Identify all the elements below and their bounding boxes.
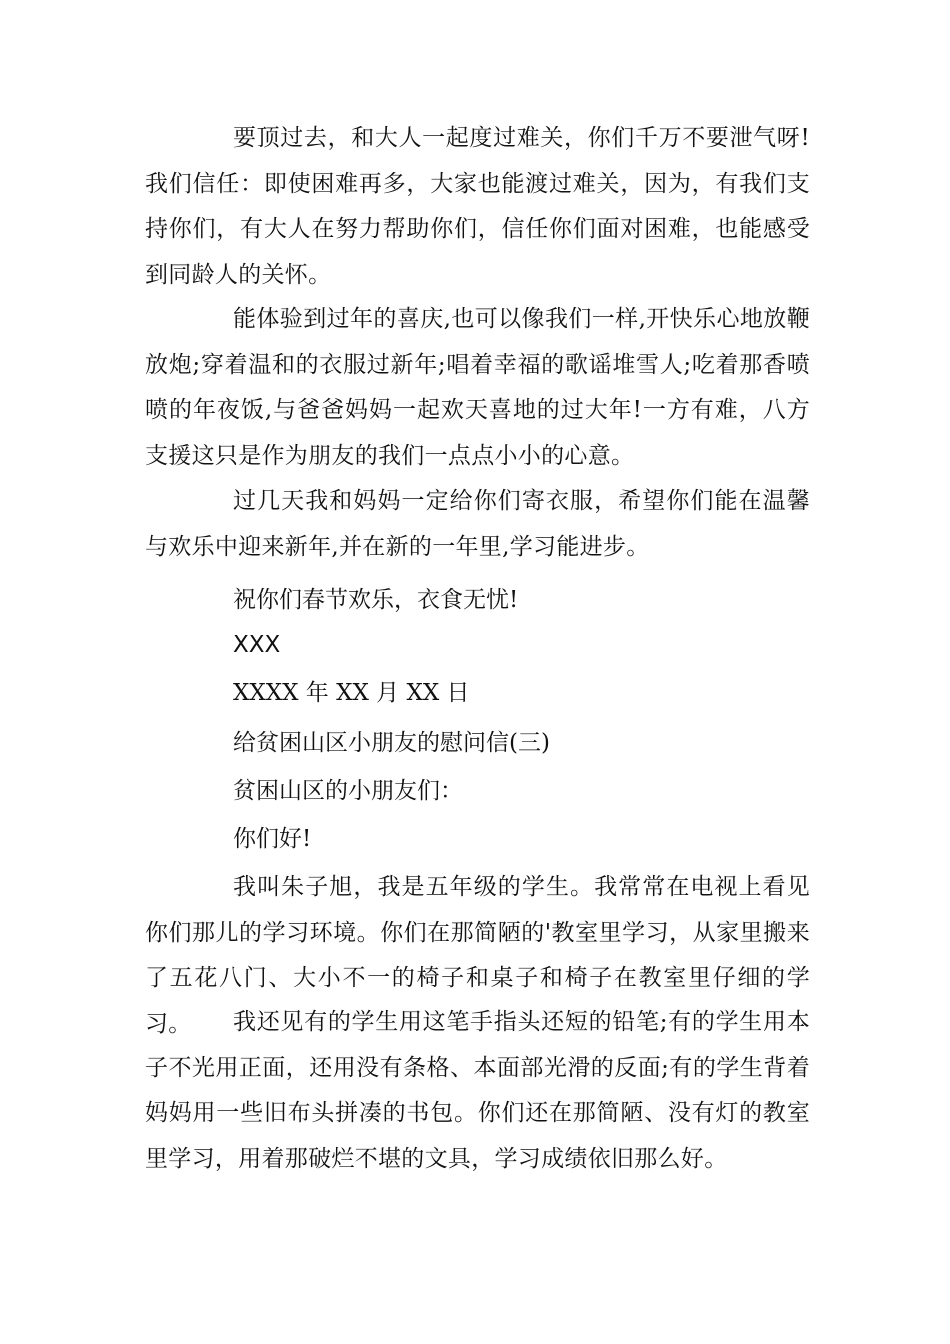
paragraph-introduction: 我叫朱子旭，我是五年级的学生。我常常在电视上看见你们那儿的学习环境。你们在那简陋的'教室里学习，从家里搬来了五花八门、大小不一的椅子和桌子和椅子在教室里仔细的学习。 [145,874,810,1037]
signature: XXX [233,632,281,658]
letter-title: 给贫困山区小朋友的慰问信(三) [233,730,550,756]
paragraph-observations: 我还见有的学生用这笔手指头还短的铅笔;有的学生用本子不光用正面，还用没有条格、本面部光滑的反面;有的学生背着妈妈用一些旧布头拼凑的书包。你们还在那简陋、没有灯的教室里学习，用着那破烂不堪的文具，学习成绩依旧那么好。 [145,1009,810,1172]
letter-date: XXXX 年 XX 月 XX 日 [233,680,470,706]
closing-wish: 祝你们春节欢乐，衣食无忧! [233,587,519,613]
paragraph-send-clothes: 过几天我和妈妈一定给你们寄衣服，希望你们能在温馨与欢乐中迎来新年,并在新的一年里,学习能进步。 [145,488,810,560]
paragraph-encouragement: 要顶过去，和大人一起度过难关，你们千万不要泄气呀!我们信任：即使困难再多，大家也能渡过难关，因为，有我们支持你们，有大人在努力帮助你们，信任你们面对困难，也能感受到同龄人的关怀。 [145,125,810,288]
paragraph-new-year: 能体验到过年的喜庆,也可以像我们一样,开快乐心地放鞭放炮;穿着温和的衣服过新年;唱着幸福的歌谣堆雪人;吃着那香喷喷的年夜饭,与爸爸妈妈一起欢天喜地的过大年!一方有难，八方支援这只是作为朋友的我们一点点小小的心意。 [145,306,810,469]
greeting: 你们好! [233,826,312,852]
salutation: 贫困山区的小朋友们： [233,778,463,804]
